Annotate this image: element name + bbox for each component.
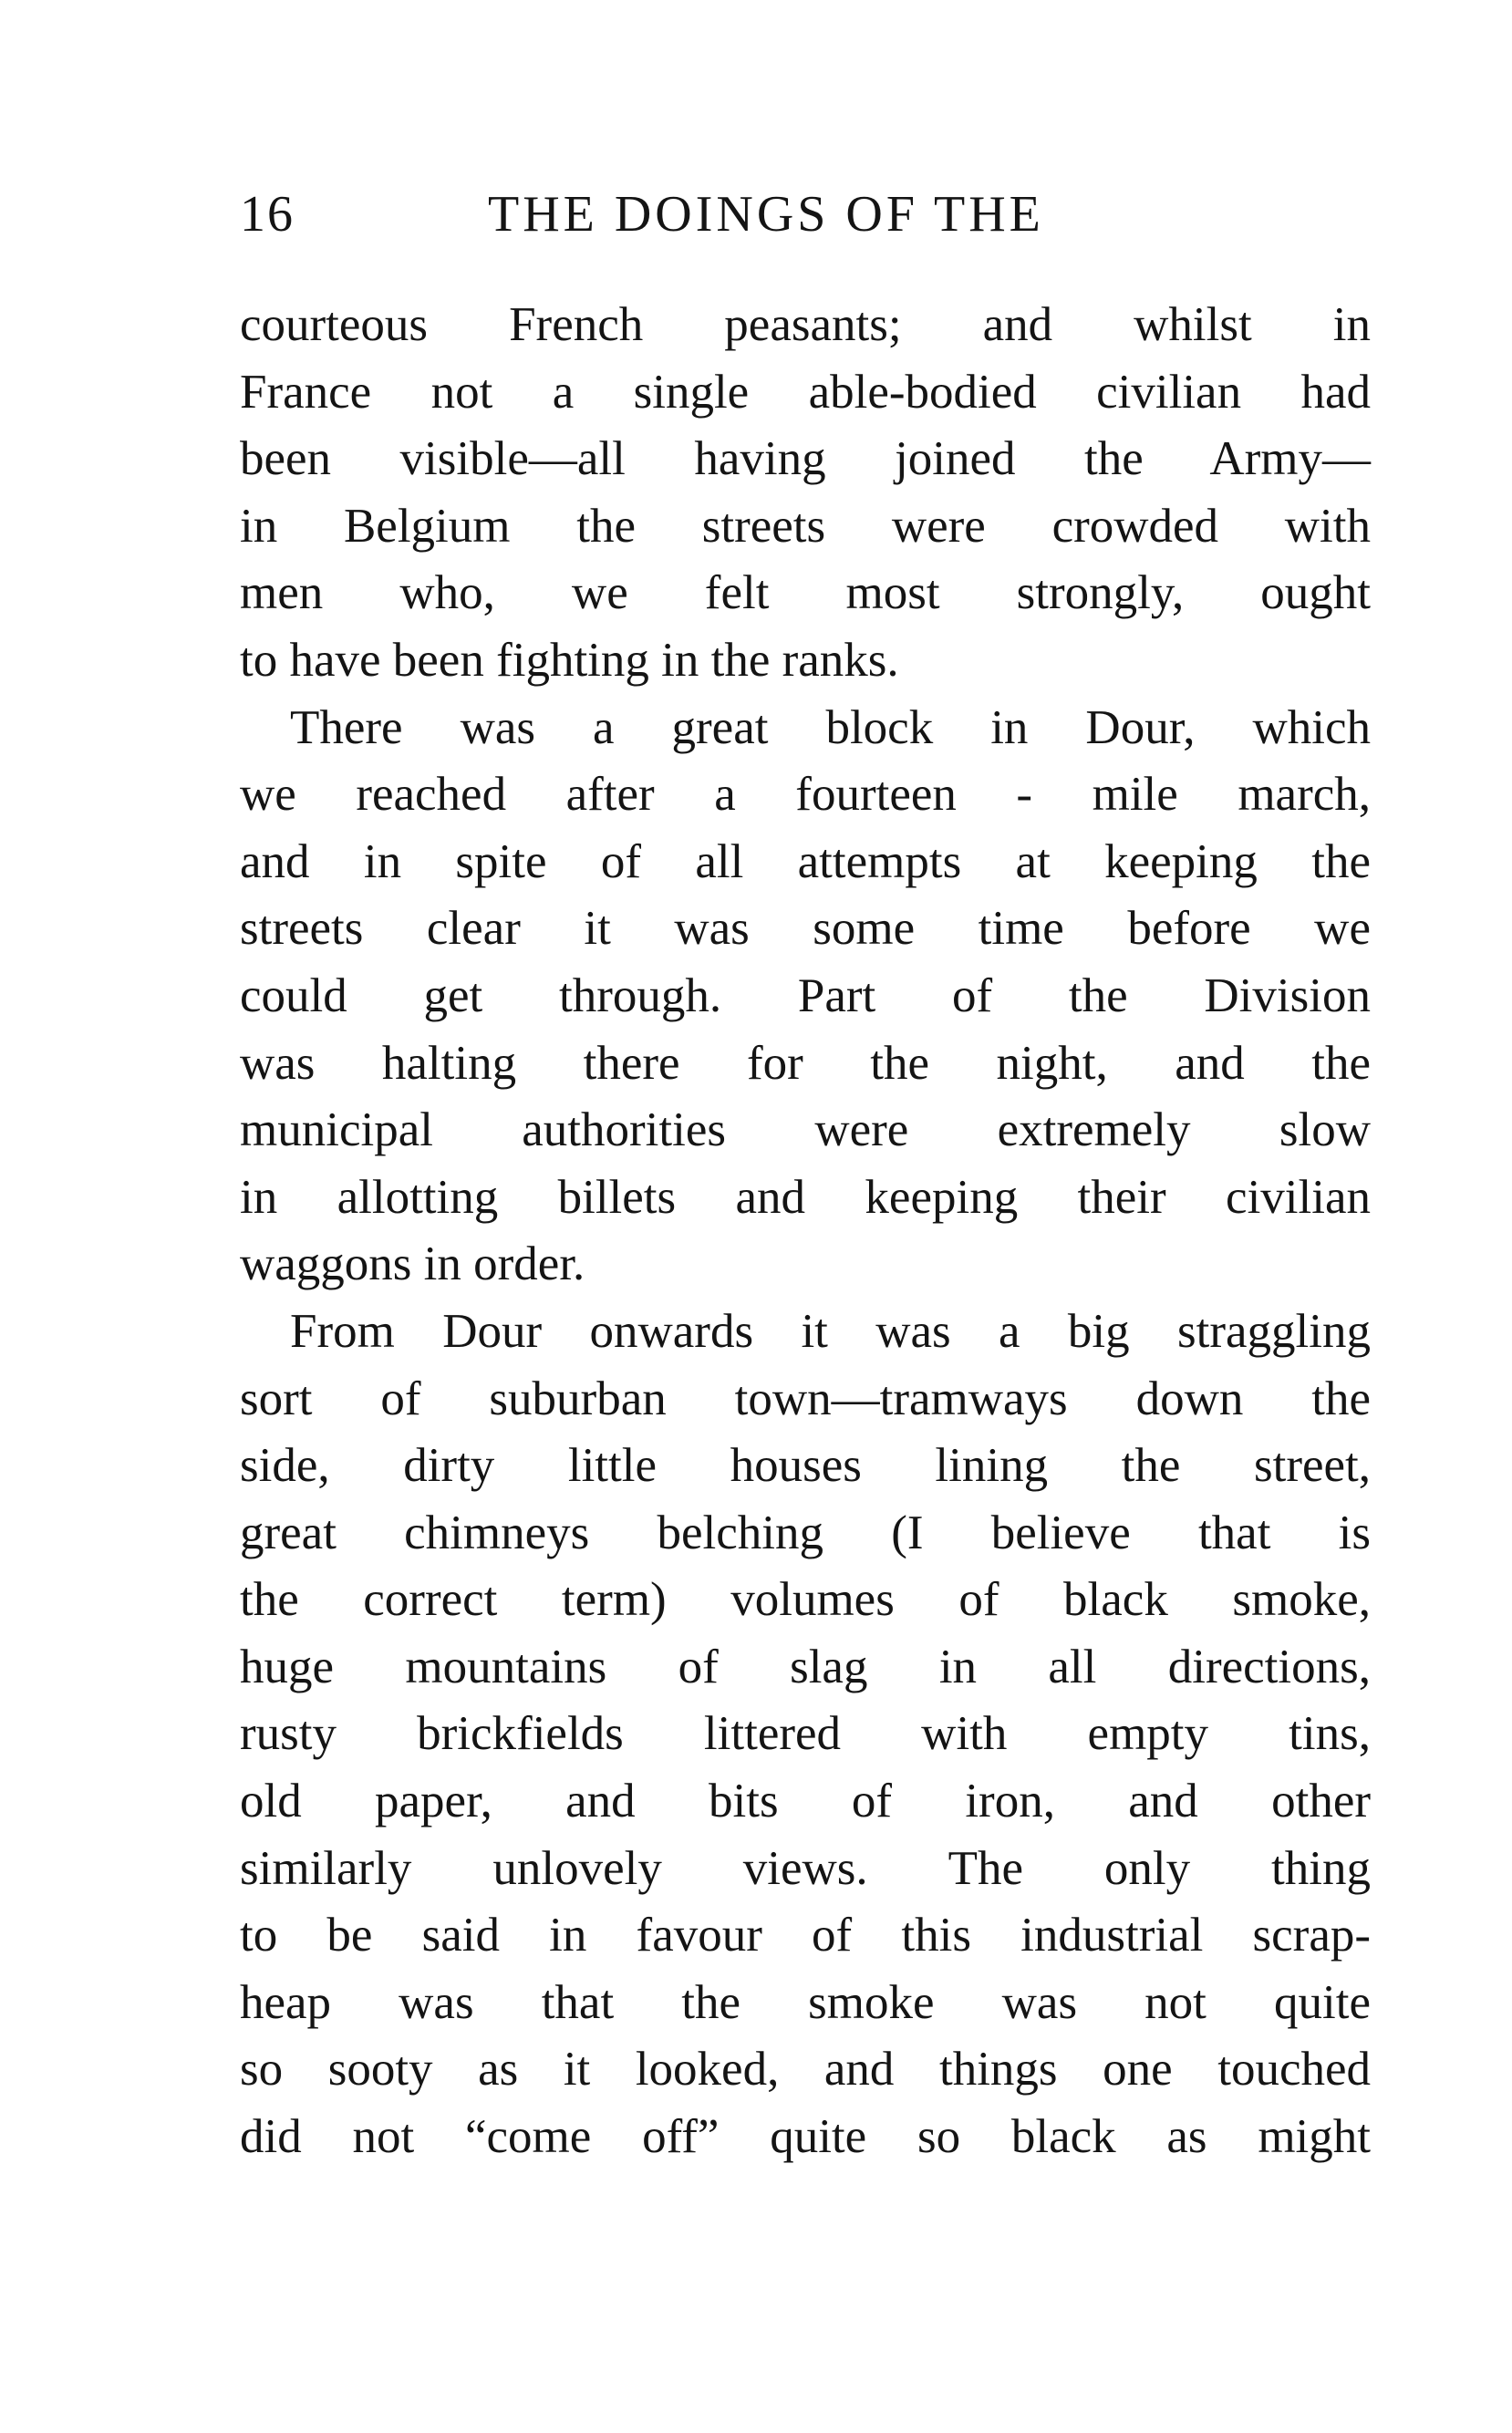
text-line: side, dirty little houses lining the street, <box>240 1439 1371 1493</box>
text-line: sort of suburban town—tramways down the <box>240 1372 1371 1425</box>
text-line: There was a great block in Dour, which <box>290 700 1371 754</box>
text-line: municipal authorities were extremely slow <box>240 1103 1371 1157</box>
text-line: the correct term) volumes of black smoke, <box>240 1573 1371 1627</box>
text-line: was halting there for the night, and the <box>240 1036 1371 1090</box>
running-head <box>240 173 1152 255</box>
text-line: men who, we felt most strongly, ought <box>240 566 1371 620</box>
text-line: rusty brickfields littered with empty tins, <box>240 1707 1371 1761</box>
text-line: huge mountains of slag in all directions, <box>240 1640 1371 1693</box>
text-line: in allotting billets and keeping their civilian <box>240 1170 1371 1224</box>
text-line: From Dour onwards it was a big straggling <box>290 1304 1371 1358</box>
text-line: could get through. Part of the Division <box>240 968 1371 1022</box>
text-line: France not a single able-bodied civilian had <box>240 365 1371 419</box>
body-text <box>240 292 1371 2171</box>
text-line: streets clear it was some time before we <box>240 902 1371 956</box>
text-line: we reached after a fourteen - mile march, <box>240 768 1371 822</box>
text-line: been visible—all having joined the Army— <box>240 432 1371 486</box>
text-line: courteous French peasants; and whilst in <box>240 298 1371 351</box>
text-line: waggons in order. <box>240 1237 585 1291</box>
page-number: 16 <box>240 186 295 243</box>
text-line: in Belgium the streets were crowded with <box>240 499 1371 553</box>
text-line: great chimneys belching (I believe that is <box>240 1506 1371 1559</box>
text-line: and in spite of all attempts at keeping the <box>240 834 1371 888</box>
text-line: so sooty as it looked, and things one touched <box>240 2043 1371 2097</box>
text-line: to be said in favour of this industrial scrap- <box>240 1909 1371 1962</box>
text-line: old paper, and bits of iron, and other <box>240 1775 1371 1828</box>
text-line: did not “come off” quite so black as might <box>240 2110 1371 2164</box>
text-line: similarly unlovely views. The only thing <box>240 1841 1371 1895</box>
running-title: THE DOINGS OF THE <box>488 186 1044 243</box>
text-line: to have been fighting in the ranks. <box>240 633 899 687</box>
text-line: heap was that the smoke was not quite <box>240 1975 1371 2029</box>
